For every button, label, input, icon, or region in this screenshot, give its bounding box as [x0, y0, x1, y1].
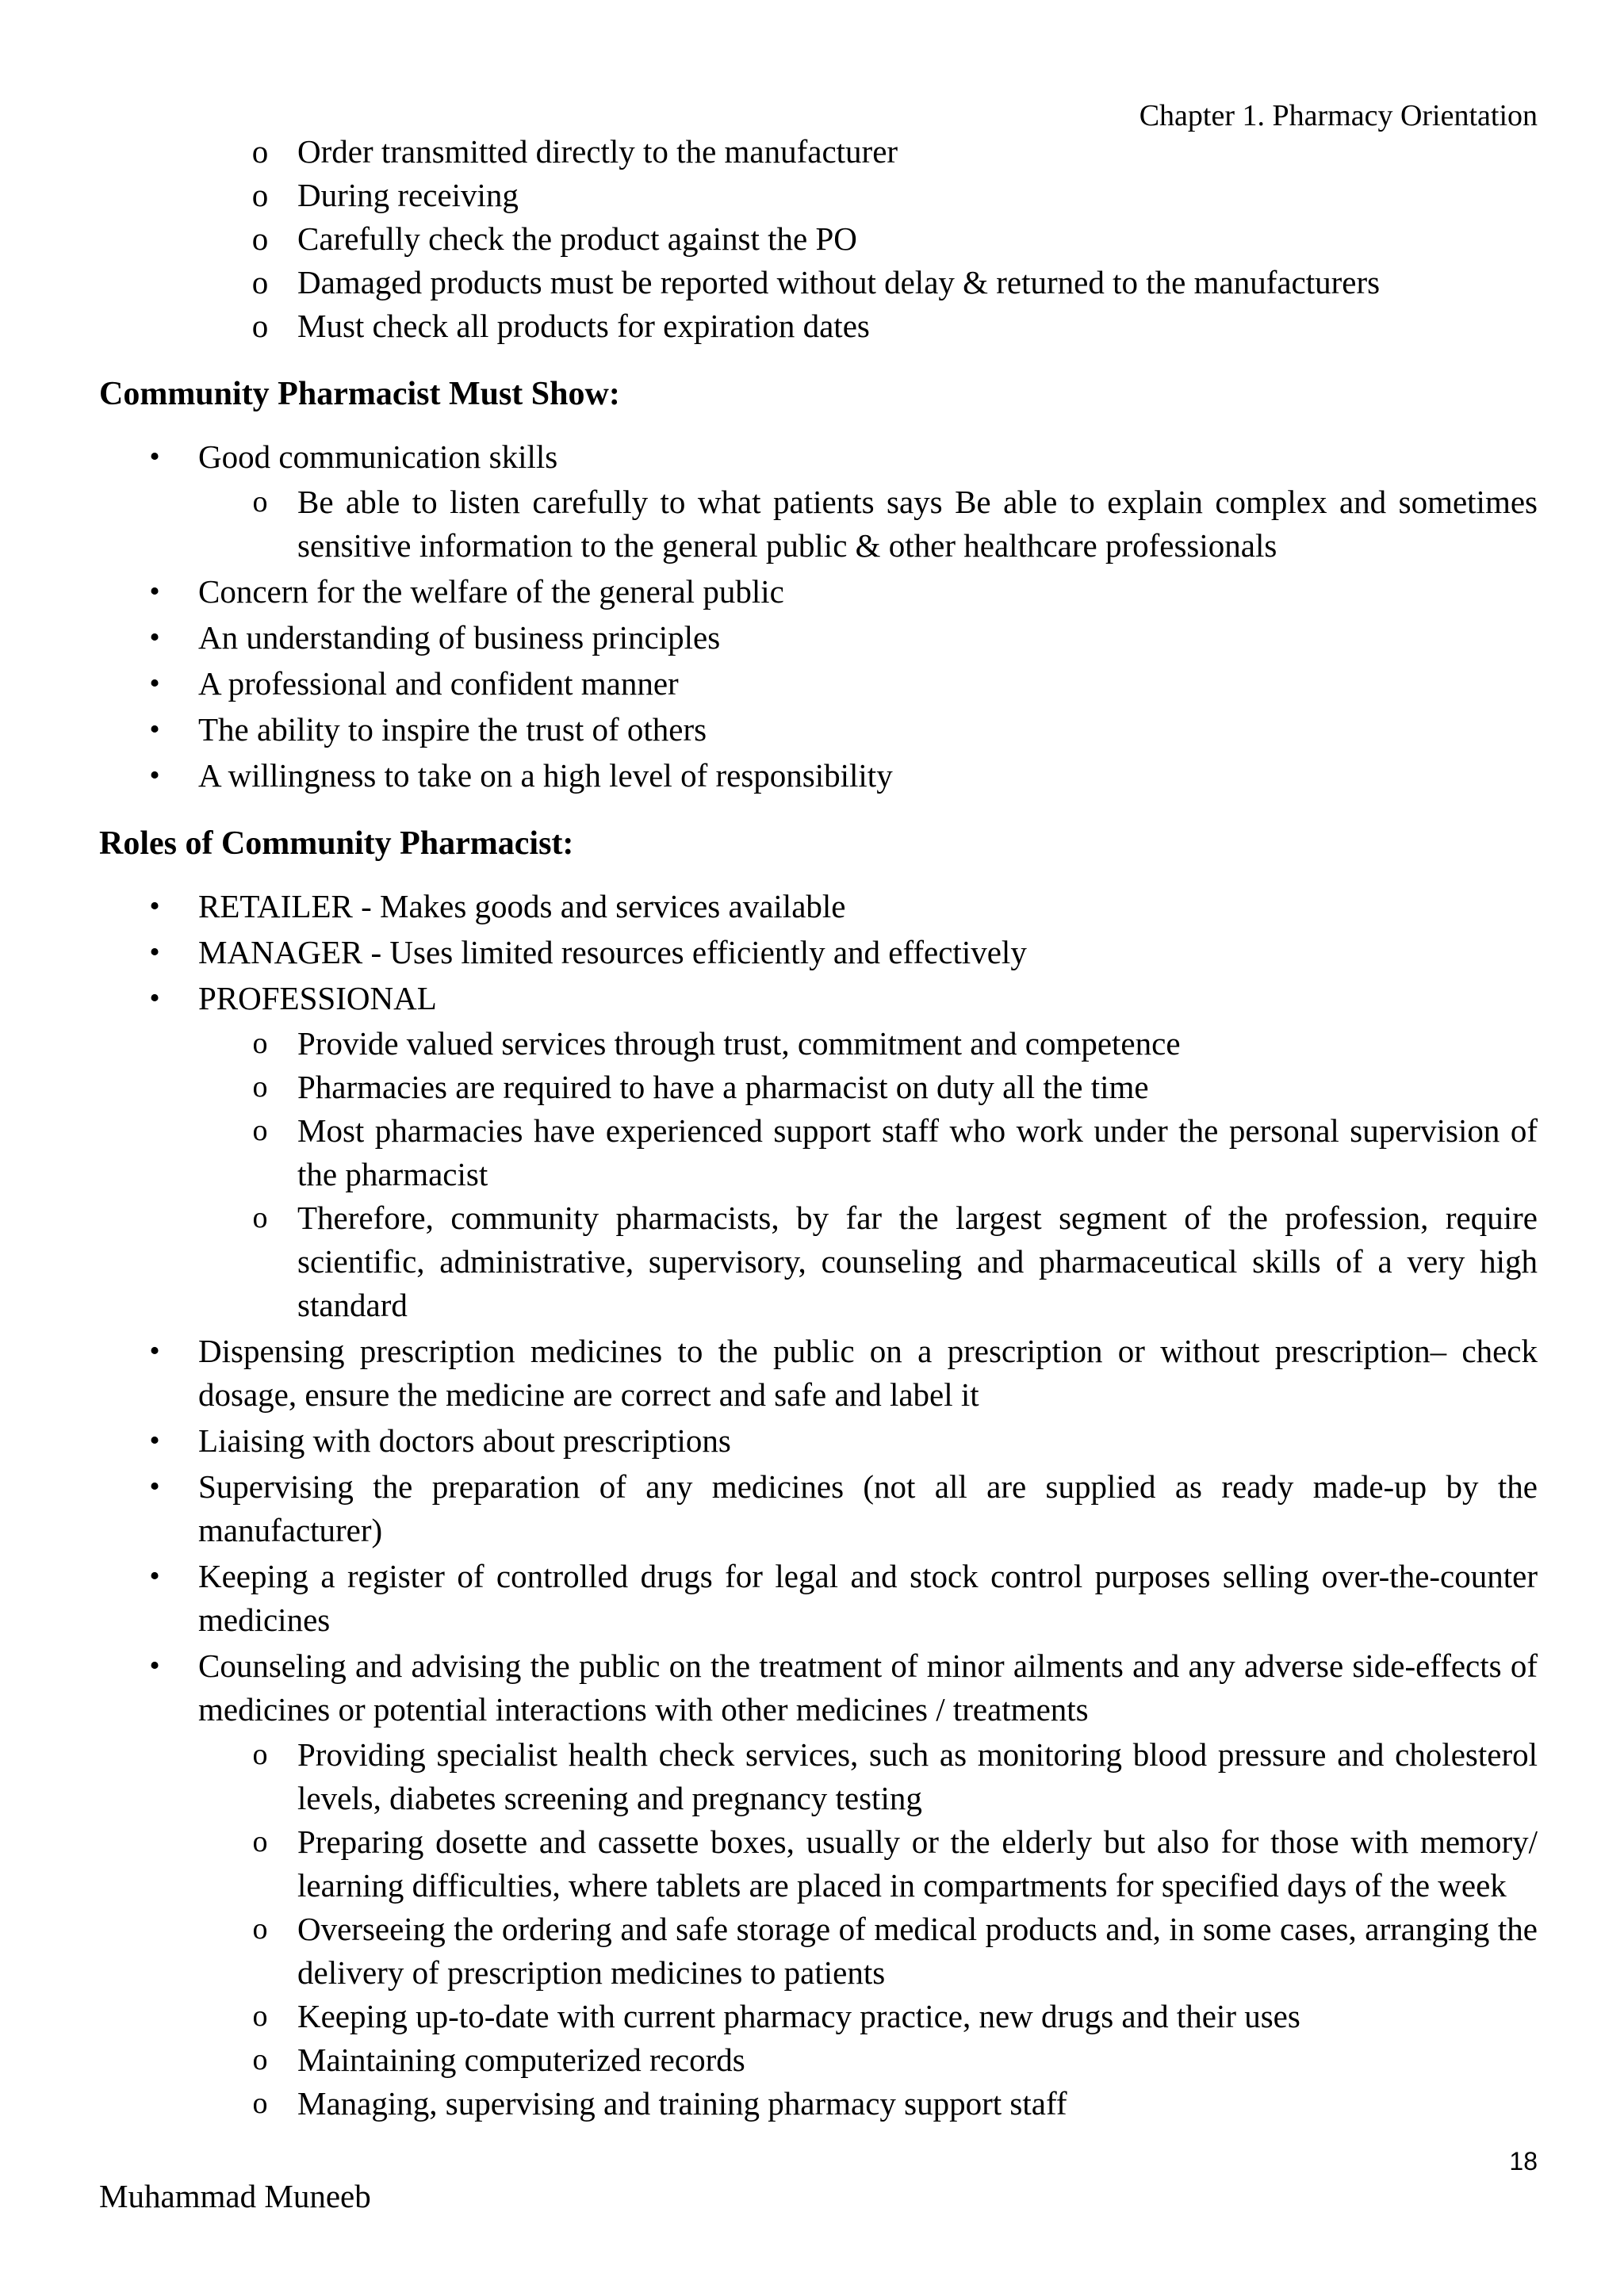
- list-item-text: A willingness to take on a high level of responsibility: [198, 757, 893, 794]
- sub-marker: o: [252, 1825, 268, 1858]
- sub-marker: o: [252, 1999, 268, 2033]
- sub-marker: o: [252, 485, 268, 519]
- sub-marker: o: [252, 1027, 268, 1060]
- list-item: [198, 1733, 1538, 1820]
- list-item-text: Good communication skills: [198, 438, 558, 475]
- list-item-text: Concern for the welfare of the general public: [198, 573, 784, 610]
- list-item-text: Supervising the preparation of any medicines (not all are supplied as ready made-up by the manufacturer): [198, 1468, 1538, 1548]
- sub-marker: o: [252, 1912, 268, 1946]
- page-number: 18: [1509, 2147, 1538, 2175]
- list-item: [99, 931, 1538, 974]
- bullet-marker: •: [149, 890, 160, 923]
- list-item-text: Pharmacies are required to have a pharmacist on duty all the time: [297, 1069, 1149, 1105]
- list-item: [198, 1066, 1538, 1109]
- list-item: [99, 174, 1538, 217]
- list-item-text: Damaged products must be reported without delay & returned to the manufacturers: [297, 264, 1381, 300]
- sub-marker: o: [252, 2087, 268, 2120]
- nested-sublist: [198, 1022, 1538, 1327]
- list-item: [99, 1330, 1538, 1417]
- list-item: [99, 304, 1538, 348]
- sub-marker: o: [252, 1114, 268, 1147]
- list-item-text: Preparing dosette and cassette boxes, usually or the elderly but also for those with memory/ learning difficulties, where tablets are placed in compartments for specified days of the week: [297, 1823, 1538, 1904]
- list-item: [99, 1419, 1538, 1463]
- must-show-list: [99, 435, 1538, 798]
- list-item: [198, 1196, 1538, 1327]
- section-heading-roles: Roles of Community Pharmacist:: [99, 825, 574, 862]
- list-item-text: Managing, supervising and training pharmacy support staff: [297, 2085, 1067, 2122]
- list-item: [99, 708, 1538, 752]
- list-item-text: Counseling and advising the public on the treatment of minor ailments and any adverse side-effects of medicines or potential interactions with other medicines / treatments: [198, 1647, 1538, 1728]
- sub-marker: o: [252, 1738, 268, 1771]
- bullet-marker: •: [149, 1334, 160, 1368]
- sub-marker: o: [251, 220, 269, 257]
- list-item-text: RETAILER - Makes goods and services available: [198, 888, 846, 924]
- list-item: [198, 1820, 1538, 1908]
- bullet-marker: •: [149, 1649, 160, 1682]
- list-item: [198, 1022, 1538, 1066]
- list-item: [198, 2082, 1538, 2126]
- list-item-text: Be able to listen carefully to what patients says Be able to explain complex and sometimes sensitive information to the general public & other healthcare professionals: [297, 484, 1538, 564]
- list-item-text: Overseeing the ordering and safe storage of medical products and, in some cases, arranging the delivery of prescription medicines to patients: [297, 1911, 1538, 1991]
- list-item-text: Dispensing prescription medicines to the public on a prescription or without prescription– check dosage, ensure the medicine are correct and safe and label it: [198, 1333, 1538, 1413]
- bullet-marker: •: [149, 713, 160, 746]
- list-item-text: Must check all products for expiration dates: [297, 308, 870, 344]
- list-item-text: PROFESSIONAL: [198, 980, 437, 1016]
- list-item-text: During receiving: [297, 177, 519, 213]
- bullet-marker: •: [149, 621, 160, 654]
- sub-marker: o: [251, 133, 269, 170]
- list-item: [198, 1908, 1538, 1995]
- nested-sublist: [198, 480, 1538, 568]
- list-item: [99, 662, 1538, 706]
- list-item: [198, 1109, 1538, 1196]
- nested-sublist: [198, 1733, 1538, 2126]
- list-item-text: Keeping a register of controlled drugs for legal and stock control purposes selling over-the-counter medicines: [198, 1558, 1538, 1638]
- list-item-text: Providing specialist health check services, such as monitoring blood pressure and cholesterol levels, diabetes screening and pregnancy testing: [297, 1736, 1538, 1816]
- footer-author: Muhammad Muneeb: [99, 2178, 371, 2214]
- list-item: [99, 754, 1538, 798]
- list-item-text: A professional and confident manner: [198, 665, 679, 702]
- list-item-text: Keeping up-to-date with current pharmacy practice, new drugs and their uses: [297, 1998, 1300, 2034]
- bullet-marker: •: [149, 667, 160, 700]
- sub-marker: o: [251, 264, 269, 300]
- list-item-text: Most pharmacies have experienced support staff who work under the personal supervision of the pharmacist: [297, 1112, 1538, 1192]
- bullet-marker: •: [149, 575, 160, 608]
- section-heading-must-show: Community Pharmacist Must Show:: [99, 376, 620, 412]
- list-item: [99, 616, 1538, 660]
- list-item: [99, 435, 1538, 568]
- page-content: [99, 130, 1538, 2128]
- list-item: [99, 1555, 1538, 1642]
- bullet-marker: •: [149, 936, 160, 969]
- bullet-marker: •: [149, 1470, 160, 1503]
- sub-marker: o: [251, 308, 269, 344]
- list-item: [99, 130, 1538, 174]
- list-item-text: Maintaining computerized records: [297, 2042, 745, 2078]
- bullet-marker: •: [149, 440, 160, 473]
- list-item: [99, 1644, 1538, 2126]
- bullet-marker: •: [149, 1559, 160, 1593]
- list-item: [99, 1465, 1538, 1552]
- list-item-text: Therefore, community pharmacists, by far the largest segment of the profession, require scientific, administrative, supervisory, counseling and pharmaceutical skills of a very high standard: [297, 1200, 1538, 1323]
- list-item: [99, 570, 1538, 614]
- sub-marker: o: [252, 1070, 268, 1104]
- list-item: [99, 977, 1538, 1327]
- sub-marker: o: [251, 177, 269, 213]
- bullet-marker: •: [149, 759, 160, 792]
- bullet-marker: •: [149, 982, 160, 1015]
- sub-marker: o: [252, 2043, 268, 2076]
- list-item: [198, 2038, 1538, 2082]
- list-item-text: Provide valued services through trust, commitment and competence: [297, 1025, 1181, 1062]
- list-item: [99, 261, 1538, 304]
- list-item: [198, 480, 1538, 568]
- sub-marker: o: [252, 1201, 268, 1234]
- list-item-text: MANAGER - Uses limited resources efficiently and effectively: [198, 934, 1027, 970]
- ordering-sublist: [99, 130, 1538, 348]
- list-item: [198, 1995, 1538, 2038]
- list-item-text: An understanding of business principles: [198, 619, 721, 656]
- running-header: Chapter 1. Pharmacy Orientation: [1139, 99, 1538, 132]
- list-item-text: Carefully check the product against the PO: [297, 220, 857, 257]
- list-item: [99, 885, 1538, 928]
- list-item-text: Liaising with doctors about prescriptions: [198, 1422, 731, 1459]
- list-item: [99, 217, 1538, 261]
- bullet-marker: •: [149, 1424, 160, 1457]
- list-item-text: The ability to inspire the trust of others: [198, 711, 707, 748]
- roles-list: [99, 885, 1538, 2126]
- list-item-text: Order transmitted directly to the manufacturer: [297, 133, 898, 170]
